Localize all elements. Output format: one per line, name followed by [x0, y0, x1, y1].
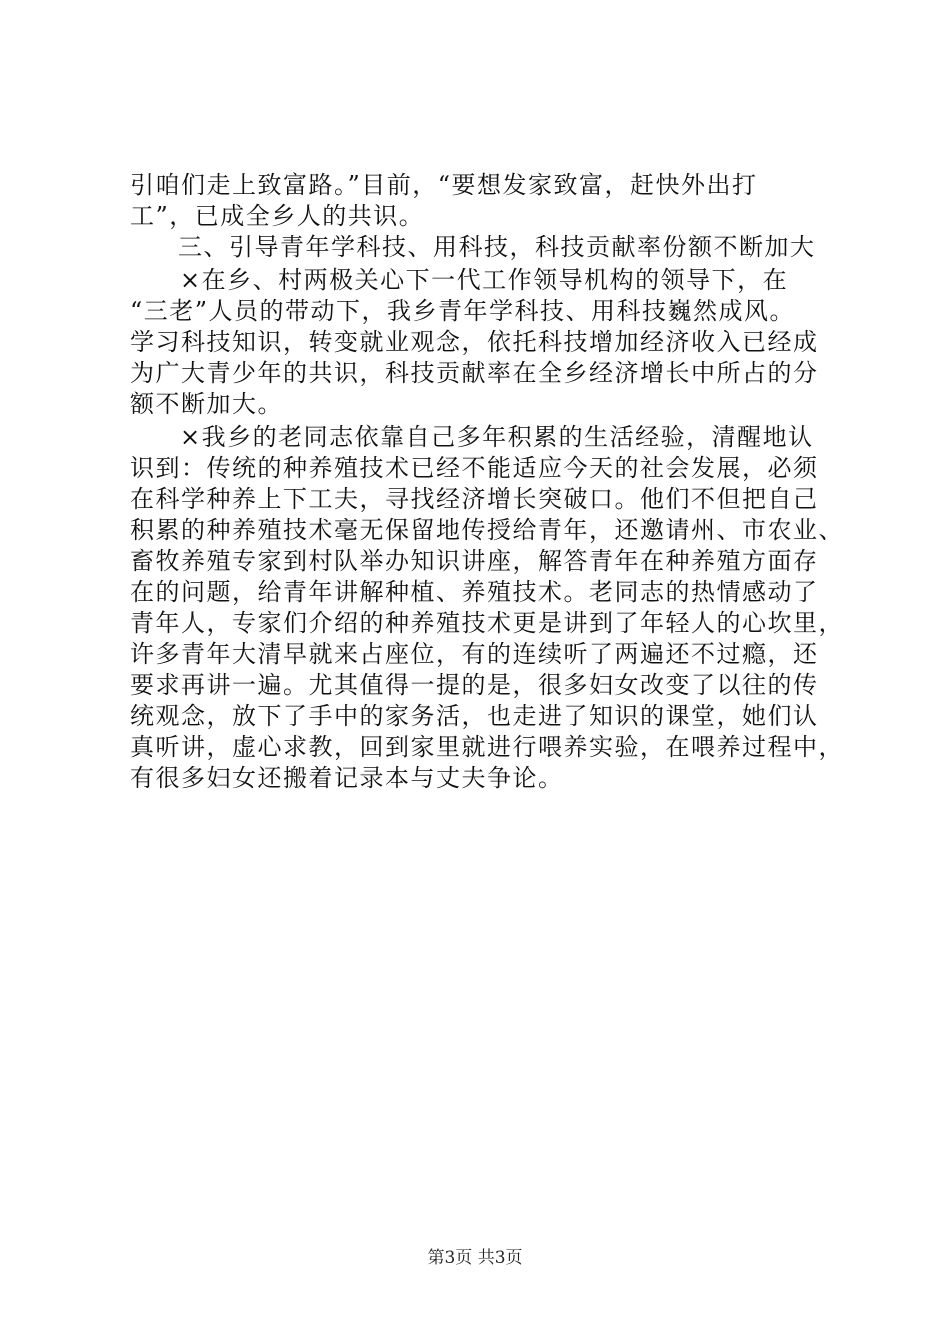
body-text-line: ×在乡、村两极关心下一代工作领导机构的领导下，在: [180, 266, 789, 294]
body-text-line: ×我乡的老同志依靠自己多年积累的生活经验，清醒地认: [180, 423, 814, 451]
body-text-line: 要求再讲一遍。尤其值得一提的是，很多妇女改变了以往的传: [130, 671, 819, 699]
body-text-line: 真听讲，虚心求教，回到家里就进行喂养实验，在喂养过程中，: [130, 733, 844, 761]
body-text-line: 学习科技知识，转变就业观念，依托科技增加经济收入已经成: [130, 328, 819, 356]
body-text-line: 统观念，放下了手中的家务活，也走进了知识的课堂，她们认: [130, 702, 819, 730]
body-text-line: “三老”人员的带动下，我乡青年学科技、用科技巍然成风。: [130, 297, 796, 325]
body-text-line: 为广大青少年的共识，科技贡献率在全乡经济增长中所占的分: [130, 359, 819, 387]
body-text-line: 额不断加大。: [130, 390, 283, 418]
body-text-line: 有很多妇女还搬着记录本与丈夫争论。: [130, 764, 564, 792]
page-number-footer: 第3页 共3页: [427, 1248, 523, 1268]
body-text-line: 许多青年大清早就来占座位，有的连续听了两遍还不过瘾，还: [130, 640, 819, 668]
body-text-line: 工”，已成全乡人的共识。: [130, 202, 425, 230]
body-text-line: 引咱们走上致富路。”目前，“要想发家致富，赶快外出打: [130, 171, 758, 199]
body-text-line: 畜牧养殖专家到村队举办知识讲座，解答青年在种养殖方面存: [130, 547, 819, 575]
body-text-line: 在的问题，给青年讲解种植、养殖技术。老同志的热情感动了: [130, 578, 819, 606]
body-text-line: 识到：传统的种养殖技术已经不能适应今天的社会发展，必须: [130, 454, 819, 482]
body-text-line: 在科学种养上下工夫，寻找经济增长突破口。他们不但把自己: [130, 485, 819, 513]
body-text-line: 青年人，专家们介绍的种养殖技术更是讲到了年轻人的心坎里，: [130, 609, 844, 637]
section-heading: 三、引导青年学科技、用科技，科技贡献率份额不断加大: [178, 233, 816, 261]
body-text-line: 积累的种养殖技术毫无保留地传授给青年，还邀请州、市农业、: [130, 516, 844, 544]
